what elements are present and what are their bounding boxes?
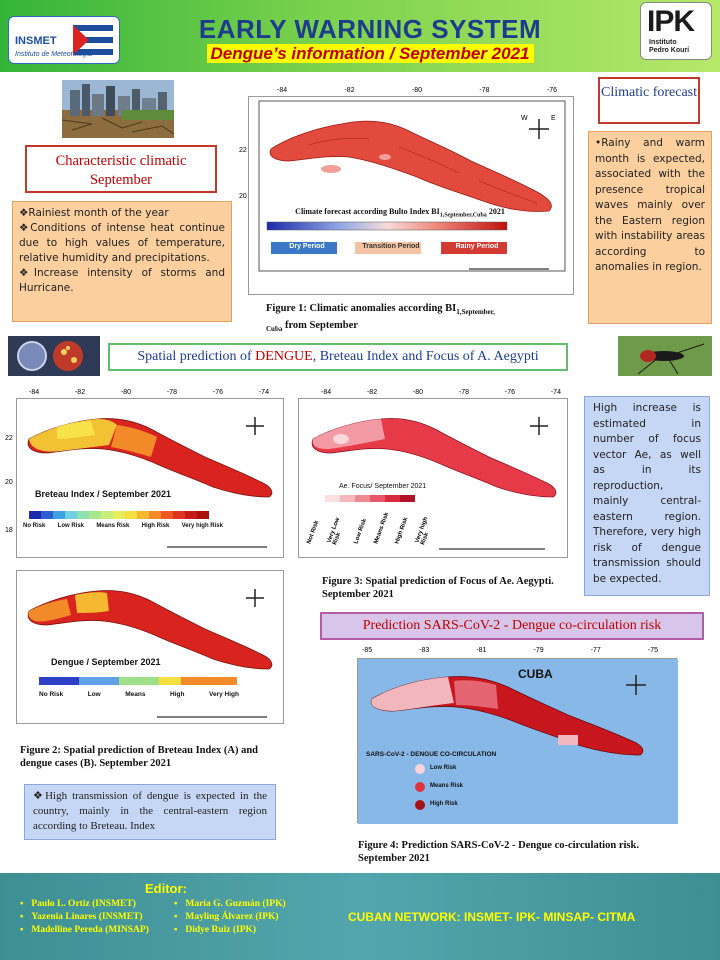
legend-label: Means [125, 691, 146, 698]
breteau-map-svg [17, 399, 285, 559]
legend-label: High Risk [430, 801, 458, 807]
legend-label: Very Low Risk [326, 516, 343, 546]
covid-map-svg [358, 659, 678, 824]
legend-label: Very high Risk [414, 516, 431, 546]
compass-icon [246, 589, 264, 607]
editor-name: ▪ Madelline Pereda (MINSAP) [20, 924, 170, 937]
city-drought-photo [62, 80, 174, 138]
figure1-map-title-sub: 1,September,Cuba [439, 212, 487, 219]
legend-label: High Risk [393, 516, 410, 545]
page-subtitle-text: Dengue’s information / September 2021 [207, 44, 534, 63]
lon-label: -80 [120, 389, 132, 396]
editors-left [20, 898, 170, 937]
lat-label: 20 [239, 193, 247, 200]
page-title: EARLY WARNING SYSTEM [198, 14, 542, 44]
lat-label: 20 [5, 479, 13, 486]
covid-lon-labels [362, 647, 658, 654]
compass-icon [246, 417, 264, 435]
insmet-logo-text: INSMET [15, 35, 57, 47]
legend-label: Not Risk [306, 519, 321, 545]
covid-country-label: CUBA [518, 667, 553, 681]
editor-name: ▪ Yazenia Linares (INSMET) [20, 911, 170, 924]
focus-lon-labels [321, 389, 561, 396]
dengue-map [16, 570, 284, 724]
compass-icon [530, 417, 548, 435]
lon-label: -78 [458, 389, 470, 396]
spatial-heading-b: DENGUE [255, 349, 313, 364]
insmet-logo [8, 16, 120, 64]
legend-label: High [170, 691, 185, 698]
figure1-caption-sub: 1,September, Cuba [266, 308, 495, 334]
legend-transition: Transition Period [362, 243, 420, 250]
figure1-caption [266, 302, 510, 336]
dengue-legend [39, 691, 239, 698]
lat-label: 22 [5, 435, 13, 442]
insmet-logo-subtext: Instituto de Meteorología [15, 51, 93, 58]
figure1-map-title [275, 205, 525, 223]
compass-west: W [521, 115, 528, 122]
figure1-map-svg [249, 97, 575, 296]
lon-label: -84 [321, 389, 332, 396]
lon-label: -80 [411, 87, 423, 94]
legend-label: Low [87, 691, 101, 698]
dengue-map-svg [17, 571, 285, 725]
lat-label: 22 [239, 147, 247, 154]
figure3-caption: Figure 3: Spatial prediction of Focus of Ae. Aegypti. September 2021 [322, 576, 554, 600]
lon-label: -74 [550, 389, 561, 396]
figure1-map-title-year: 2021 [488, 207, 505, 216]
virus-photo [8, 336, 100, 376]
legend-rainy: Rainy Period [455, 243, 499, 250]
focus-map-title: Ae. Focus/ September 2021 [339, 483, 427, 490]
ipk-logo-subtext [649, 39, 689, 55]
compass-east: E [551, 115, 556, 122]
lon-label: -80 [412, 389, 424, 396]
lon-label: -82 [74, 389, 86, 396]
page-subtitle [120, 44, 620, 64]
lon-label: -76 [546, 87, 557, 94]
lon-label: -78 [479, 87, 490, 94]
editors-right [174, 898, 324, 937]
lon-label: -85 [362, 647, 373, 654]
editor-name: ▪ Didye Ruiz (IPK) [174, 924, 324, 937]
covid-map [357, 647, 677, 823]
spatial-heading [108, 343, 568, 371]
climatic-bullet: ❖Increase intensity of storms and Hurricane. [19, 267, 225, 294]
figure1-caption-text: Figure 1: Climatic anomalies according BI [266, 303, 457, 314]
legend-label: Means Risk [430, 783, 464, 789]
legend-label: No Risk [23, 523, 46, 529]
breteau-map [5, 389, 284, 558]
legend-label: No Risk [39, 691, 64, 698]
legend-label: Low Risk [353, 518, 368, 545]
legend-label: Very high Risk [181, 523, 223, 529]
legend-label: Low Risk [430, 765, 457, 771]
lon-label: -76 [504, 389, 515, 396]
climatic-heading: Characteristic climatic September [25, 145, 217, 193]
network-label: CUBAN NETWORK: INSMET- IPK- MINSAP- CITMA [348, 910, 636, 924]
legend-label: Means Risk [96, 523, 130, 529]
mosquito-photo [618, 336, 712, 376]
climatic-bullet: ❖Rainiest month of the year [19, 207, 169, 219]
editor-name: ▪ María G. Guzmán (IPK) [174, 898, 324, 911]
legend-label: High Risk [141, 523, 170, 529]
legend-dry: Dry Period [289, 243, 325, 250]
lon-label: -82 [344, 87, 355, 94]
lon-label: -77 [590, 647, 601, 654]
figure1-map-title-text: Climate forecast according Bulto Index BI [295, 207, 440, 216]
covid-map-title: SARS-CoV-2 - DENGUE CO-CIRCULATION [366, 751, 497, 758]
spatial-heading-a: Spatial prediction of [137, 349, 256, 364]
lat-label: 18 [5, 527, 13, 534]
figure1-map [239, 87, 574, 295]
editor-name: ▪ Paulo L. Ortiz (INSMET) [20, 898, 170, 911]
legend-label: Low Risk [57, 523, 84, 529]
dengue-note: ❖High transmission of dengue is expected in the country, mainly in the central-eastern region according to Breteau. Index [24, 784, 276, 840]
ipk-logo-line2: Pedro Kourí [649, 47, 690, 54]
breteau-map-title: Breteau Index / September 2021 [35, 489, 172, 499]
forecast-heading: Climatic forecast [598, 77, 700, 124]
editor-title: Editor: [145, 881, 187, 896]
focus-legend [306, 505, 433, 546]
figure4-caption: Figure 4: Prediction SARS-CoV-2 - Dengue co-circulation risk. September 2021 [358, 840, 639, 864]
climatic-bullet: ❖Conditions of intense heat continue due to high values of temperature, relative humidity and precipitations. [19, 222, 225, 264]
legend-label: Means Risk [373, 511, 391, 545]
breteau-legend [23, 523, 223, 529]
ipk-logo [640, 2, 712, 60]
spatial-heading-c: , Breteau Index and Focus of A. Aegypti [312, 349, 539, 364]
editor-name: ▪ Mayling Álvarez (IPK) [174, 911, 324, 924]
legend-label: Very High [209, 691, 239, 698]
figure1-lon-labels [277, 87, 557, 94]
focus-note: High increase is estimated in number of focus vector Ae, as well as in its reproduction, mainly central-eastern region. Therefore, very high risk of dengue transmission should be expected. [584, 396, 710, 596]
lon-label: -78 [166, 389, 178, 396]
lon-label: -83 [419, 647, 430, 654]
lon-label: -82 [366, 389, 378, 396]
ipk-logo-text: IPK [647, 5, 695, 38]
lon-label: -79 [533, 647, 544, 654]
figure2-caption: Figure 2: Spatial prediction of Breteau Index (A) and dengue cases (B). September 2021 [20, 745, 259, 769]
covid-heading: Prediction SARS-CoV-2 - Dengue co-circulation risk [320, 612, 704, 640]
lon-label: -76 [212, 389, 223, 396]
lon-label: -75 [647, 647, 658, 654]
forecast-text: •Rainy and warm month is expected, associated with the presence tropical waves mainly over the Eastern region with instability areas according to anomalies in region. [588, 131, 712, 324]
lon-label: -84 [277, 87, 288, 94]
dengue-map-title: Dengue / September 2021 [51, 657, 161, 667]
climatic-list [12, 201, 232, 322]
lon-label: -81 [476, 647, 487, 654]
figure1-caption-tail: from September [282, 320, 358, 332]
lon-label: -84 [29, 389, 40, 396]
breteau-lon-labels [29, 389, 269, 396]
focus-map [298, 389, 568, 558]
lon-label: -74 [258, 389, 269, 396]
ipk-logo-line1: Instituto [649, 39, 677, 46]
